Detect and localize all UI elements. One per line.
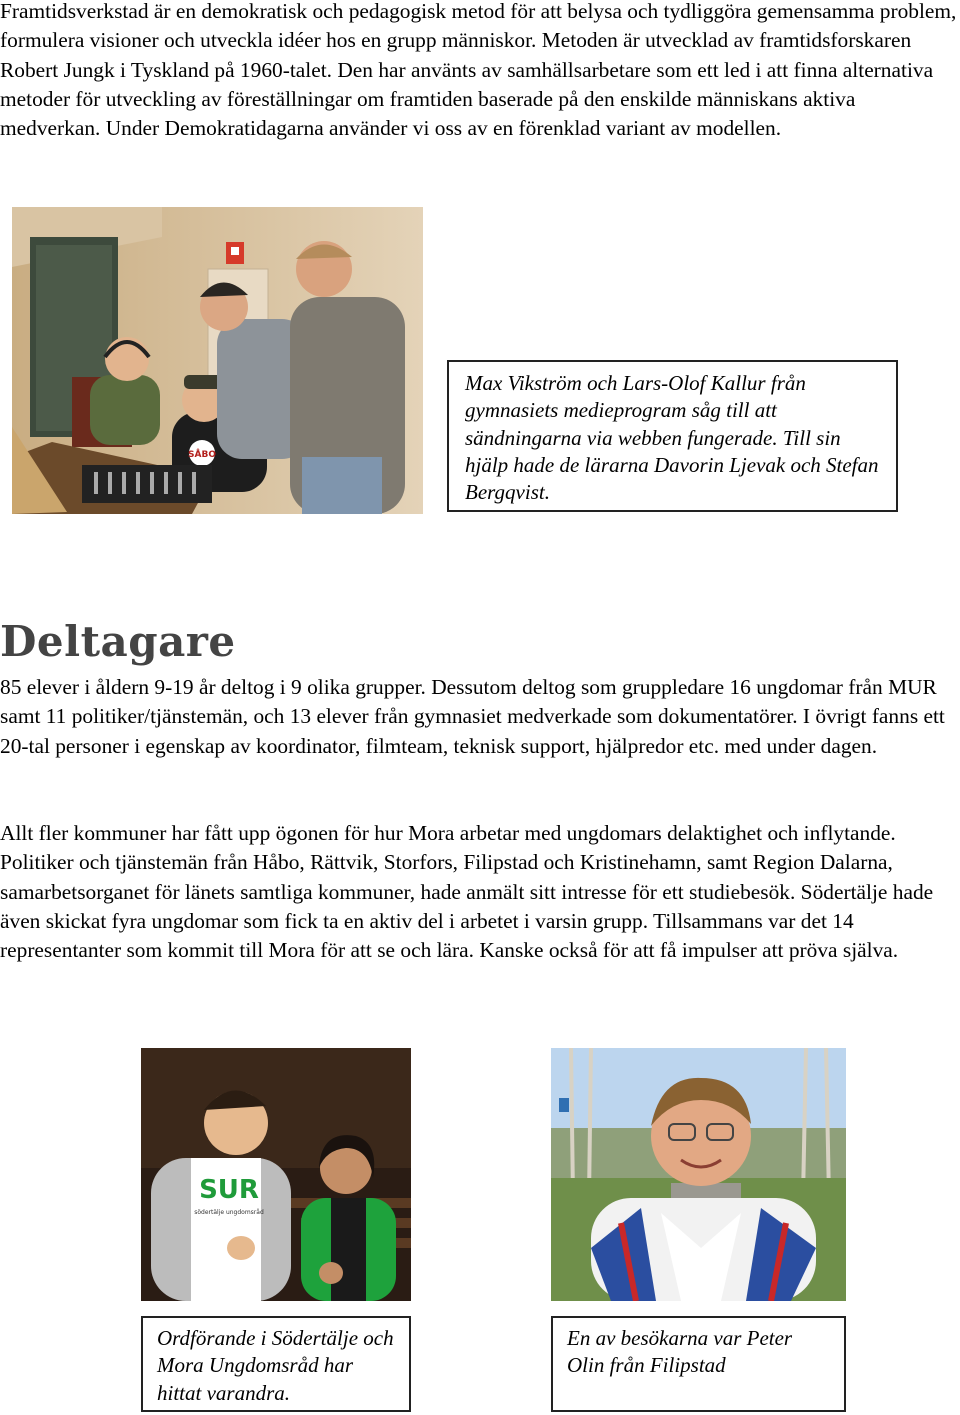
pair-photo: [141, 1048, 411, 1301]
visitors-paragraph: Allt fler kommuner har fått upp ögonen för hur Mora arbetar med ungdomars delaktighet och inflytande. Politiker och tjänstemän från Håbo, Rättvik, Storfors, Filipstad och Kristinehamn, samt Region Dalarna, samarbetsorganet för länets samtliga kommuner, hade anmält sitt intresse för ett studiebesök. Södertälje hade även skickat fyra ungdomar som fick ta en aktiv del i arbetet i varsin grupp. Tillsammans var det 14 representanter som kommit till Mora för att se och lära. Kanske också för att få impulser att pröva själva.: [0, 821, 934, 963]
peter-photo-caption: En av besökarna var Peter Olin från Filipstad: [551, 1316, 846, 1412]
shirt-print: SÅBO: [188, 450, 216, 460]
shirt-subtext: södertälje ungdomsråd: [194, 1209, 264, 1216]
intro-paragraph: Framtidsverkstad är en demokratisk och pedagogisk metod för att belysa och tydliggöra gemensamma problem, formulera visioner och utveckla idéer hos en grupp människor. Metoden är utvecklad av framtidsforskaren Robert Jungk i Tyskland på 1960-talet. Den har använts av samhällsarbetare som ett led i att finna alternativa metoder för utveckling av föreställningar om framtiden baserade på den enskilde människans aktiva medverkan. Under Demokratidagarna använder vi oss av en förenklad variant av modellen.: [0, 0, 957, 141]
participants-paragraph: 85 elever i åldern 9-19 år deltog i 9 olika grupper. Dessutom deltog som gruppledare 16 ungdomar från MUR samt 11 politiker/tjänstemän, och 13 elever från gymnasiet medverkade som dokumentatörer. I övrigt fanns ett 20-tal personer i egenskap av koordinator, filmteam, teknisk support, hjälpredor etc. med under dagen.: [0, 675, 945, 758]
shirt-logo: SUR: [199, 1175, 259, 1205]
studio-photo: [12, 207, 423, 514]
peter-photo: [551, 1048, 846, 1301]
pair-photo-caption: Ordförande i Södertälje och Mora Ungdomsråd har hittat varandra.: [141, 1316, 411, 1412]
studio-photo-caption: Max Vikström och Lars-Olof Kallur från gymnasiets medieprogram såg till att sändningarna via webben fungerade. Till sin hjälp hade de lärarna Davorin Ljevak och Stefan Bergqvist.: [447, 360, 898, 512]
section-heading: Deltagare: [0, 617, 236, 666]
